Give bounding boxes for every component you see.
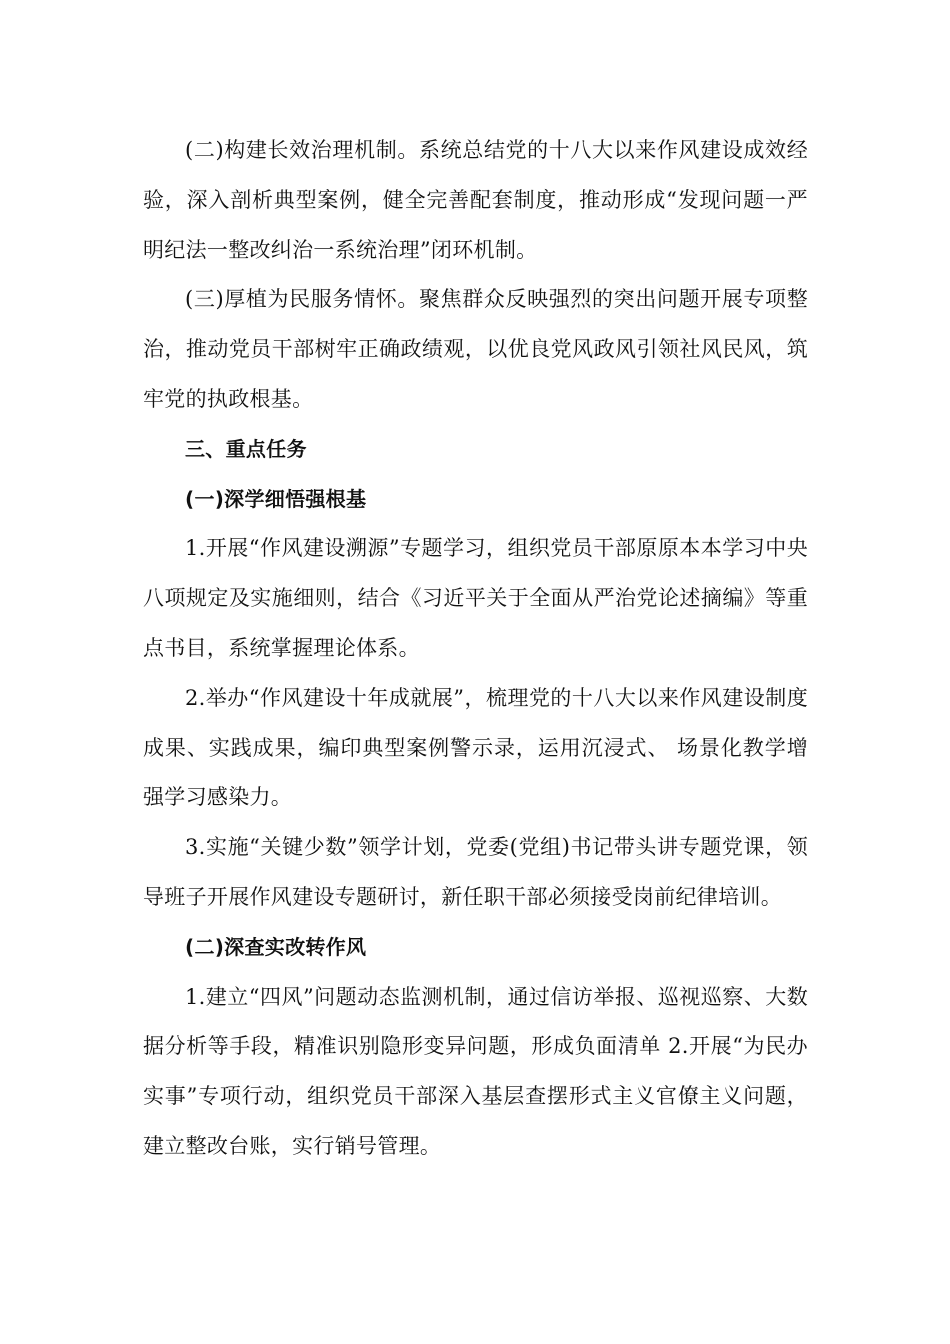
subheading-check-and-rectify: (二)深查实改转作风 [185, 934, 367, 959]
paragraph-serve-people: (三)厚植为民服务情怀。聚焦群众反映强烈的突出问题开展专项整治，推动党员干部树牢正确政绩观，以优良党风政风引领社风民风，筑牢党的执政根基。 [143, 287, 808, 411]
paragraph-task-1-1: 1.开展“作风建设溯源”专题学习，组织党员干部原原本本学习中央八项规定及实施细则，结合《习近平关于全面从严治党论述摘编》等重点书目，系统掌握理论体系。 [143, 536, 808, 660]
document-body [143, 126, 808, 1172]
paragraph-task-2-1: 1.建立“四风”问题动态监测机制，通过信访举报、巡视巡察、大数据分析等手段，精准识别隐形变异问题，形成负面清单 2.开展“为民办实事”专项行动，组织党员干部深入基层查摆形式主义官僚主义问题，建立整改台账，实行销号管理。 [143, 984, 808, 1158]
paragraph-task-1-3: 3.实施“关键少数”领学计划，党委(党组)书记带头讲专题党课，领导班子开展作风建设专题研讨，新任职干部必须接受岗前纪律培训。 [143, 835, 808, 909]
section-heading-key-tasks: 三、重点任务 [185, 436, 307, 461]
paragraph-task-1-2: 2.举办“作风建设十年成就展”，梳理党的十八大以来作风建设制度成果、实践成果，编印典型案例警示录，运用沉浸式、 场景化教学增强学习感染力。 [143, 685, 808, 810]
subheading-study-foundation: (一)深学细悟强根基 [185, 486, 367, 511]
paragraph-long-term-mechanism: (二)构建长效治理机制。系统总结党的十八大以来作风建设成效经验，深入剖析典型案例，健全完善配套制度，推动形成“发现问题一严明纪法一整改纠治一系统治理”闭环机制。 [143, 138, 808, 262]
